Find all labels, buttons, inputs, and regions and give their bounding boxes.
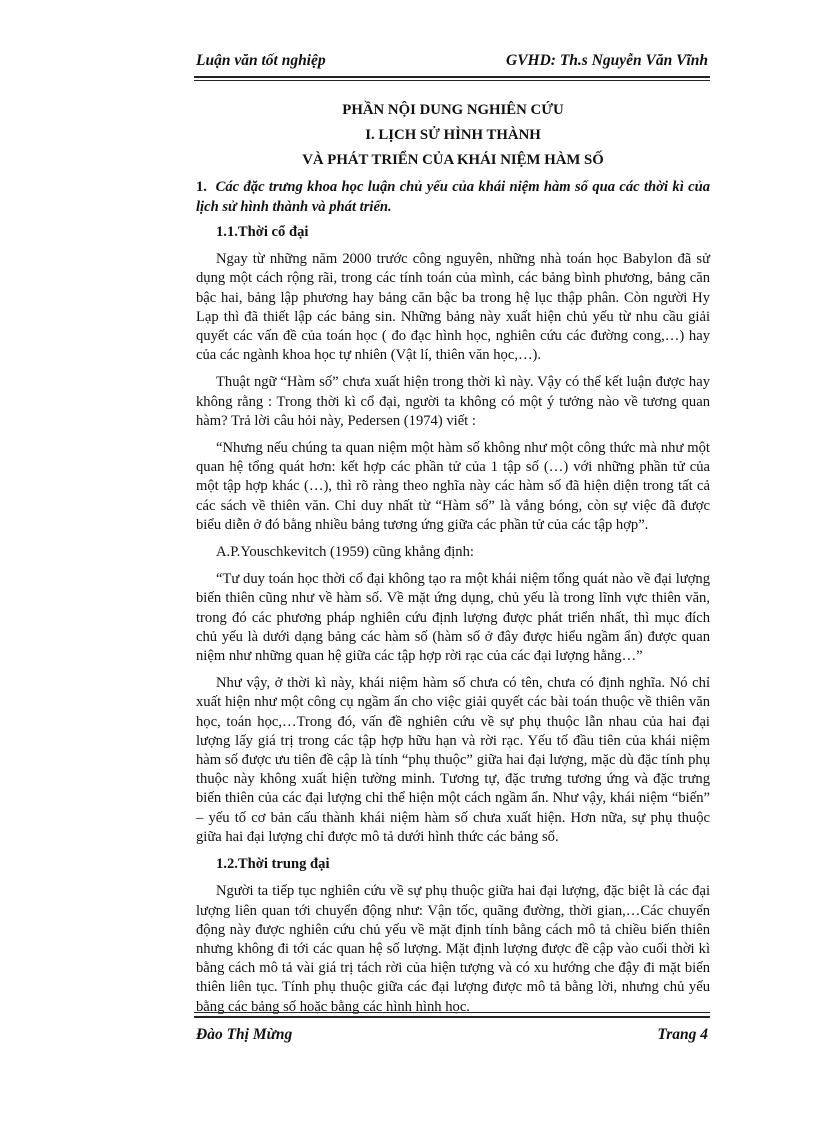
header-rule-thick: [194, 76, 710, 78]
header-rule-thin: [194, 80, 710, 81]
footer-author: Đào Thị Mừng: [196, 1026, 293, 1043]
header-thesis-label: Luận văn tốt nghiệp: [196, 52, 326, 69]
chapter-title-line2: VÀ PHÁT TRIỂN CỦA KHÁI NIỆM HÀM SỐ: [302, 152, 604, 168]
paragraph-babylon: Ngay từ những năm 2000 trước công nguyên, những nhà toán học Babylon đã sử dụng một cách rộng rãi, trong các tính toán của mình, các bảng bình phương, bảng căn bậc hai, bảng lập phương hay bảng căn bậc ba trong hệ lục thập phân. Còn người Hy Lạp thì đã thiết lập các bảng sin. Những bảng này xuất hiện chủ yếu từ nhu cầu giải quyết các vấn đề của toán học ( đo đạc hình học, nghiên cứu các đường cong,…) hay của các ngành khoa học tự nhiên (Vật lí, thiên văn học,…).: [196, 251, 710, 364]
footer-rule-thin: [194, 1012, 710, 1013]
paragraph-youschkevitch-quote: “Tư duy toán học thời cổ đại không tạo ra một khái niệm tổng quát nào về đại lượng biến thiên cũng như về hàm số. Về mặt ứng dụng, chủ yếu là trong lĩnh vực thiên văn, trong đó các phương pháp nghiên cứu định lượng được phát triển nhất, thì mục đích chủ yếu là dưới dạng bảng các hàm số (hàm số ở đây được hiểu ngầm ẩn) được quan niệm như những quan hệ giữa các tập hợp rời rạc của các đại lượng hằng…”: [196, 571, 710, 665]
section-heading-text: Các đặc trưng khoa học luận chủ yếu của khái niệm hàm số qua các thời kì của lịch sử hình thành và phát triển.: [196, 179, 710, 215]
section-number: 1.: [196, 179, 207, 195]
main-content: [196, 98, 710, 1025]
paragraph-youschkevitch-intro: A.P.Youschkevitch (1959) cũng khẳng định:: [216, 544, 474, 561]
chapter-title-line1: I. LỊCH SỬ HÌNH THÀNH: [365, 127, 541, 143]
page-footer: [196, 1026, 708, 1044]
paragraph-pedersen-quote: “Nhưng nếu chúng ta quan niệm một hàm số không như một công thức mà như một quan hệ tổng quát hơn: kết hợp các phần tử của 1 tập số (…) với những phần tử của một tập hợp khác (…), thì rõ ràng theo nghĩa này các hàm số đã hiện diện trong tất cả các sách về thiên văn. Chỉ duy nhất từ “Hàm số” là vắng bóng, còn sự việc đã được biểu diễn ở đó bằng nhiều bảng tương ứng giữa các phần tử của các tập hợp”.: [196, 440, 710, 533]
paragraph-term-question: Thuật ngữ “Hàm số” chưa xuất hiện trong thời kì này. Vậy có thể kết luận được hay không rằng : Trong thời kì cổ đại, người ta không có một ý tưởng nào về tương quan hàm? Trả lời câu hỏi này, Pedersen (1974) viết :: [196, 374, 710, 429]
footer-page-number: Trang 4: [657, 1026, 708, 1043]
page-header: [196, 52, 708, 70]
paragraph-medieval: Người ta tiếp tục nghiên cứu về sự phụ thuộc giữa hai đại lượng, đặc biệt là các đại lượng liên quan tới chuyển động như: Vận tốc, quãng đường, thời gian,…Các chuyển động này được nghiên cứu chủ yếu về mặt định tính bằng cách mô tả chiều biến thiên nhưng không đi tới các quan hệ số lượng. Mặt định lượng được đề cập vào cuối thời kì bằng cách mô tả vài giá trị tách rời của hiện tượng và có xu hướng che đậy đi mặt biến thiên liên tục. Tính phụ thuộc giữa các đại lượng được mô tả bằng lời, nhưng chủ yếu bằng các bảng số hoặc bằng các hình hình học.: [196, 883, 710, 1015]
footer-rule-thick: [194, 1016, 710, 1018]
subsection-heading-medieval: 1.2.Thời trung đại: [216, 856, 330, 873]
header-advisor-label: GVHD: Th.s Nguyễn Văn Vĩnh: [506, 52, 708, 69]
section-heading: [196, 177, 710, 217]
subsection-heading-ancient: 1.1.Thời cổ đại: [216, 224, 309, 240]
paragraph-ancient-summary: Như vậy, ở thời kì này, khái niệm hàm số chưa có tên, chưa có định nghĩa. Nó chỉ xuất hiện như một công cụ ngầm ẩn cho việc giải quyết các bài toán thuộc về thiên văn học, toán học,…Trong đó, vấn đề nghiên cứu về sự phụ thuộc lẫn nhau của hai đại lượng lấy giá trị trong các tập hợp hữu hạn và rời rạc. Yếu tố đầu tiên của khái niệm hàm số được ưu tiên đề cập là tính “phụ thuộc” giữa hai đại lượng, mặc dù đặc tính phụ thuộc này không xuất hiện tường minh. Tương tự, đặc trưng tương ứng và đặc trưng biến thiên của các đại lượng chỉ thể hiện một cách ngầm ẩn. Như vậy, khái niệm “biến” – yếu tố cơ bản cấu thành khái niệm hàm số chưa xuất hiện. Hơn nữa, sự phụ thuộc giữa hai đại lượng chỉ được mô tả dưới hình thức các bảng số.: [196, 675, 710, 845]
part-title: PHẦN NỘI DUNG NGHIÊN CỨU: [342, 102, 564, 118]
